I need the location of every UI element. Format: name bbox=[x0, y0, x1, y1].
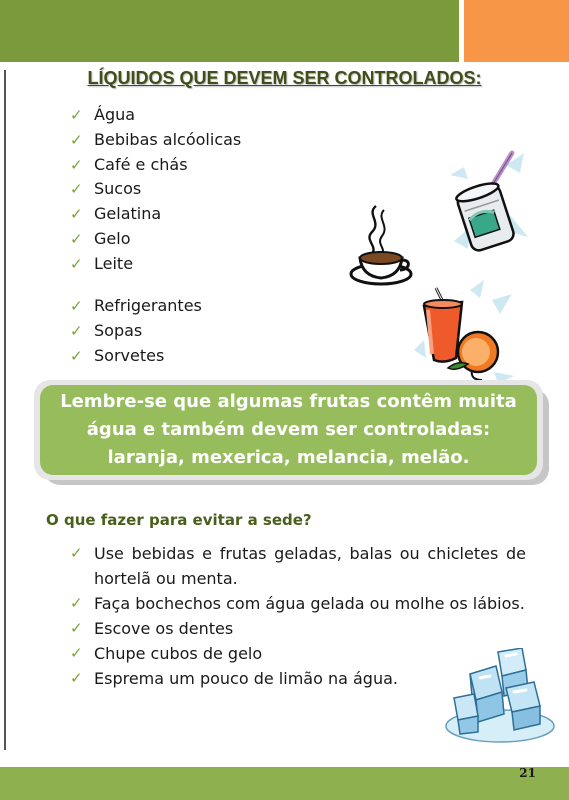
callout-box bbox=[40, 385, 537, 475]
page-title: LÍQUIDOS QUE DEVEM SER CONTROLADOS: bbox=[87, 68, 482, 88]
list-item: ✓ Sucos bbox=[70, 177, 241, 202]
check-icon: ✓ bbox=[70, 594, 83, 612]
check-icon: ✓ bbox=[70, 644, 83, 662]
header-accent bbox=[464, 0, 569, 62]
list-item: ✓ Leite bbox=[70, 252, 241, 277]
list-item: ✓ Gelo bbox=[70, 227, 241, 252]
section-heading: O que fazer para evitar a sede? bbox=[46, 511, 312, 529]
list-item: ✓ Sopas bbox=[70, 319, 202, 344]
liquids-list-2 bbox=[70, 294, 202, 368]
check-icon: ✓ bbox=[70, 205, 83, 224]
list-item: ✓ Esprema um pouco de limão na água. bbox=[70, 666, 526, 691]
list-item: ✓ Café e chás bbox=[70, 153, 241, 178]
check-icon: ✓ bbox=[70, 254, 83, 273]
footer-bar bbox=[0, 767, 569, 800]
juice-glass-orange-icon bbox=[410, 280, 520, 385]
check-icon: ✓ bbox=[70, 180, 83, 199]
liquids-list-1 bbox=[70, 103, 241, 277]
check-icon: ✓ bbox=[70, 229, 83, 248]
ice-cubes-icon bbox=[440, 648, 556, 748]
check-icon: ✓ bbox=[70, 297, 83, 315]
check-icon: ✓ bbox=[70, 106, 83, 124]
check-icon: ✓ bbox=[70, 155, 83, 174]
check-icon: ✓ bbox=[70, 619, 83, 637]
left-margin-rule bbox=[4, 70, 6, 750]
header-bar bbox=[0, 0, 459, 62]
list-item: ✓ Sorvetes bbox=[70, 344, 202, 369]
list-item: ✓ Gelatina bbox=[70, 202, 241, 227]
list-item: ✓ Use bebidas e frutas geladas, balas ou chicletes de hortelã ou menta. bbox=[70, 541, 526, 591]
check-icon: ✓ bbox=[70, 130, 83, 149]
check-icon: ✓ bbox=[70, 669, 83, 687]
callout-text: Lembre-se que algumas frutas contêm muita água e também devem ser controladas: laranja, mexerica, melancia, melão. bbox=[60, 391, 517, 468]
soda-can-icon bbox=[440, 145, 532, 265]
list-item: ✓ Bebibas alcóolicas bbox=[70, 128, 241, 153]
check-icon: ✓ bbox=[70, 544, 83, 562]
list-item: ✓ Chupe cubos de gelo bbox=[70, 641, 526, 666]
list-item: ✓ Faça bochechos com água gelada ou molhe os lábios. bbox=[70, 591, 526, 616]
page-number: 21 bbox=[519, 766, 536, 780]
list-item: ✓ Água bbox=[70, 103, 241, 128]
list-item: ✓ Escove os dentes bbox=[70, 616, 526, 641]
list-item: ✓ Refrigerantes bbox=[70, 294, 202, 319]
check-icon: ✓ bbox=[70, 321, 83, 340]
check-icon: ✓ bbox=[70, 346, 83, 365]
coffee-cup-icon bbox=[348, 200, 414, 292]
